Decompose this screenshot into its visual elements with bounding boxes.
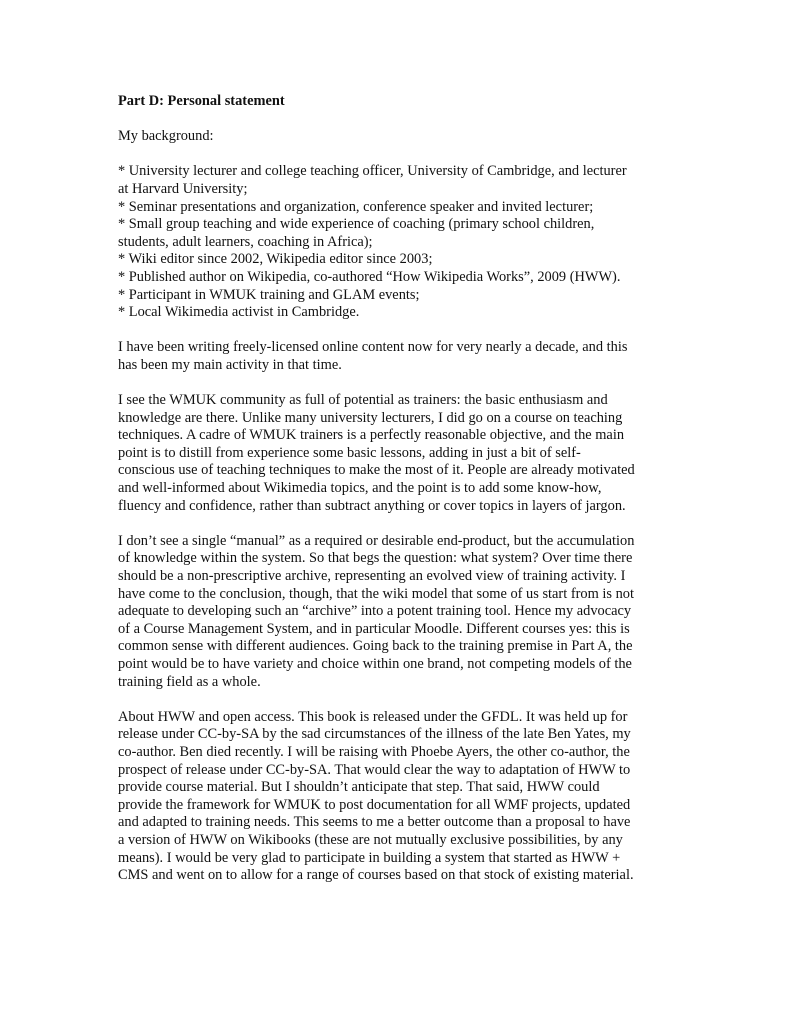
list-item: [118, 304, 678, 322]
list-item-line: * Seminar presentations and organization, conference speaker and invited lecturer;: [118, 198, 594, 215]
background-label: My background:: [118, 128, 214, 145]
paragraph-line: co-author. Ben died recently. I will be raising with Phoebe Ayers, the other co-author, the: [118, 743, 630, 760]
paragraph-line: should be a non-prescriptive archive, representing an evolved view of training activity. I: [118, 568, 626, 585]
list-item-line: at Harvard University;: [118, 180, 248, 197]
paragraph-line: means). I would be very glad to participate in building a system that started as HWW +: [118, 849, 621, 866]
paragraph-line: point is to distill from experience some basic lessons, adding in just a bit of self-: [118, 444, 581, 461]
paragraph-manual: [118, 533, 678, 691]
paragraph-line: and well-informed about Wikimedia topics, and the point is to add some know-how,: [118, 480, 602, 497]
list-item-line: * Local Wikimedia activist in Cambridge.: [118, 304, 360, 321]
list-item-line: * Participant in WMUK training and GLAM events;: [118, 286, 420, 303]
paragraph-line: knowledge are there. Unlike many university lecturers, I did go on a course on teaching: [118, 409, 623, 426]
list-item: [118, 287, 678, 305]
paragraph-line: provide course material. But I shouldn’t anticipate that step. That said, HWW could: [118, 779, 600, 796]
paragraph-line: prospect of release under CC-by-SA. That would clear the way to adaptation of HWW to: [118, 761, 631, 778]
paragraph-line: conscious use of teaching techniques to make the most of it. People are already motivated: [118, 462, 635, 479]
paragraph-line: fluency and confidence, rather than subtract anything or cover topics in layers of jargon.: [118, 497, 626, 514]
paragraph-line: training field as a whole.: [118, 673, 261, 690]
paragraph-line: common sense with different audiences. Going back to the training premise in Part A, the: [118, 638, 633, 655]
section-heading: Part D: Personal statement: [118, 93, 285, 109]
paragraph-line: I don’t see a single “manual” as a required or desirable end-product, but the accumulation: [118, 532, 635, 549]
paragraph-line: and adapted to training needs. This seems to me a better outcome than a proposal to have: [118, 814, 631, 831]
paragraph-line: have come to the conclusion, though, that the wiki model that some of us start from is not: [118, 585, 634, 602]
paragraph-line: CMS and went on to allow for a range of courses based on that stock of existing material.: [118, 867, 634, 884]
paragraph-line: I have been writing freely-licensed online content now for very nearly a decade, and this: [118, 339, 628, 356]
paragraph-line: a version of HWW on Wikibooks (these are not mutually exclusive possibilities, by any: [118, 831, 623, 848]
paragraph-hww: [118, 709, 678, 885]
paragraph-community: [118, 392, 678, 515]
paragraph-line: release under CC-by-SA by the sad circumstances of the illness of the late Ben Yates, my: [118, 726, 631, 743]
paragraph-line: provide the framework for WMUK to post documentation for all WMF projects, updated: [118, 796, 631, 813]
list-item-line: * Wiki editor since 2002, Wikipedia editor since 2003;: [118, 251, 433, 268]
paragraph-line: of a Course Management System, and in particular Moodle. Different courses yes: this is: [118, 620, 630, 637]
list-item: [118, 269, 678, 287]
list-item: [118, 251, 678, 269]
list-item: [118, 216, 678, 251]
list-item-line: * Small group teaching and wide experience of coaching (primary school children,: [118, 216, 595, 233]
list-item: [118, 163, 678, 198]
paragraph-line: adequate to developing such an “archive” into a potent training tool. Hence my advocacy: [118, 603, 632, 620]
list-item: [118, 199, 678, 217]
background-list: [118, 163, 678, 321]
paragraph-line: techniques. A cadre of WMUK trainers is a perfectly reasonable objective, and the main: [118, 427, 625, 444]
list-item-line: students, adult learners, coaching in Africa);: [118, 233, 373, 250]
paragraph-writing: [118, 339, 678, 374]
list-item-line: * University lecturer and college teaching officer, University of Cambridge, and lecturer: [118, 163, 627, 180]
paragraph-line: has been my main activity in that time.: [118, 356, 342, 373]
paragraph-line: About HWW and open access. This book is released under the GFDL. It was held up for: [118, 708, 628, 725]
paragraph-line: I see the WMUK community as full of potential as trainers: the basic enthusiasm and: [118, 392, 608, 409]
paragraph-line: point would be to have variety and choice within one brand, not competing models of the: [118, 656, 632, 672]
paragraph-line: of knowledge within the system. So that begs the question: what system? Over time there: [118, 550, 633, 567]
document-page: [118, 93, 678, 902]
list-item-line: * Published author on Wikipedia, co-authored “How Wikipedia Works”, 2009 (HWW).: [118, 268, 621, 285]
